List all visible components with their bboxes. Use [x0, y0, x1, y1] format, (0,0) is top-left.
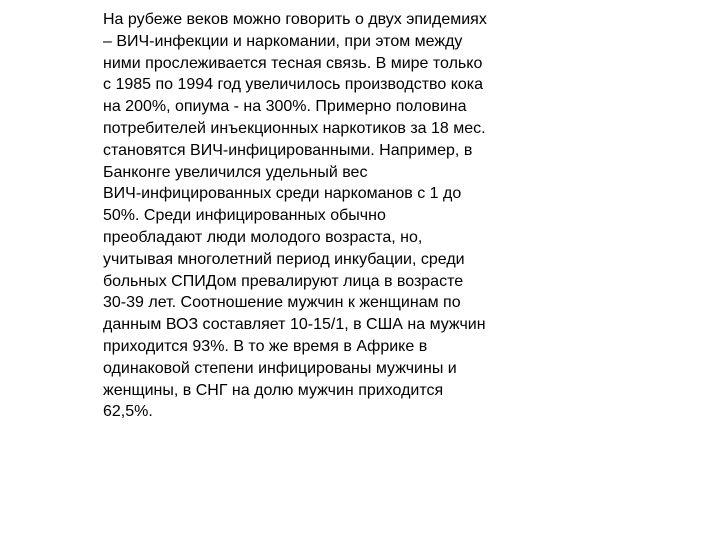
text-line: 62,5%.: [103, 403, 153, 421]
text-line: больных СПИДом превалируют лица в возрасте: [103, 272, 464, 290]
text-line: потребителей инъекционных наркотиков за 18 мес.: [103, 119, 486, 137]
text-line: ними прослеживается тесная связь. В мире только: [103, 54, 483, 72]
text-line: – ВИЧ-инфекции и наркомании, при этом между: [103, 32, 463, 50]
text-line: на 200%, опиума - на 300%. Примерно половина: [103, 98, 467, 116]
body-text: [103, 9, 553, 423]
text-line: На рубеже веков можно говорить о двух эпидемиях: [103, 11, 487, 28]
text-line: приходится 93%. В то же время в Африке в: [103, 337, 428, 355]
text-line: преобладают люди молодого возраста, но,: [103, 228, 423, 246]
text-line: 30-39 лет. Соотношение мужчин к женщинам по: [103, 294, 461, 312]
text-line: 50%. Среди инфицированных обычно: [103, 207, 386, 225]
text-line: учитывая многолетний период инкубации, среди: [103, 250, 465, 268]
text-line: становятся ВИЧ-инфицированными. Например, в: [103, 141, 473, 159]
text-line: ВИЧ-инфицированных среди наркоманов с 1 до: [103, 185, 462, 203]
text-line: данным ВОЗ составляет 10-15/1, в США на мужчин: [103, 316, 486, 334]
text-line: женщины, в СНГ на долю мужчин приходится: [103, 381, 444, 399]
text-line: Банконге увеличился удельный вес: [103, 163, 368, 181]
text-line: одинаковой степени инфицированы мужчины и: [103, 359, 457, 377]
text-line: с 1985 по 1994 год увеличилось производство кока: [103, 76, 484, 94]
